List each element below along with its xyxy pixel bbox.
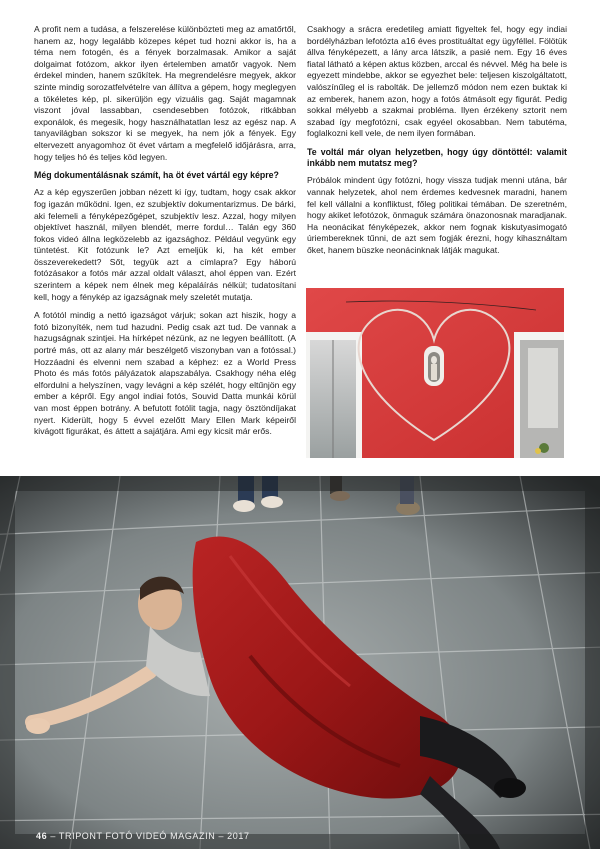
paragraph: Csakhogy a srácra eredetileg amiatt figyeltek fel, hogy egy indiai bordélyházban lefotózta a16 éves prostituáltat egy ügyféllel. Fölötük állva fényképezett, a lány arca látszik, a pasié nem. Egy 16 éves fiatal látható a képen aktus közben, arccal és névvel. Még ha bele is egyezett mindebbe, akkor se egyezhet bele: teljesen kiszolgáltatott, valószínűleg el is rabolták. De jellemző módon nem ezen buktak ki az emberek, hanem azon, hogy a fotós átmásolt egy figurát. Pedig sokkal mélyebb a szakmai probléma. Ilyen érzékeny sztorit nem szabad így megfotózni, csak egyéel okosabban. Nem tabutéma, foglalkozni kell vele, de nem ilyen formában. bbox=[307, 24, 567, 139]
paragraph: Az a kép egyszerűen jobban nézett ki így, tudtam, hogy csak akkor fog igazán működni. Igen, ez szubjektív dokumentarizmus. De bárki, aki felemeli a fényképezőgépet, szubjektív lesz. Azzal, hogy milyen objektívet használ, milyen blendét, merre fordul… Talán egy 360 fokos videó állna legközelebb az igazsághoz. Például vegyünk egy tüntetést. Kit fotózunk le? Azt emeljük ki, ha két ember összeverekedett? Sőt, tegyük azt a címlapra? Egy háború fotózásakor a fotós már azzal oldalt választ, ahol éppen van. Ezért szerintem a képek nem élnek meg képaláírás nélkül; tudatosítani kell, hogy a fénykép az igazságnak mely szeletét mutatja. bbox=[34, 187, 296, 302]
interview-question: Te voltál már olyan helyzetben, hogy úgy döntöttél: valamit inkább nem mutatsz meg? bbox=[307, 146, 567, 169]
floor-woman-illustration bbox=[0, 476, 600, 849]
paragraph: Próbálok mindent úgy fotózni, hogy vissza tudjak menni utána, bár vannak helyzetek, ahol nem érdemes kedvesnek maradni, hanem fel kell vállalni a konfliktust, főleg politikai témában. De szeretném, hogy akiket lefotózok, önmaguk számára önazonosnak maradjanak. Ha neonácikat fényképezek, akkor nem fognak kiskutyasimogató úriembereknek tűnni, de azt sem fogják érezni, hogy kihasználtam őket, hanem büszke neonácinknak látják magukat. bbox=[307, 175, 567, 255]
article-column-left bbox=[34, 24, 296, 445]
red-wall-heart-photo bbox=[306, 288, 564, 458]
page-footer bbox=[36, 831, 250, 841]
interview-question: Még dokumentálásnak számít, ha öt évet vártál egy képre? bbox=[34, 170, 279, 181]
paragraph: A profit nem a tudása, a felszerelése különbözteti meg az amatőrtől, hanem az, hogy legalább közepes képet tud hozni akkor is, ha a téma nem fotogén, és a fények borzalmasak. Amikor a saját dolgaimat fotózom, akkor ilyen értelemben amatőr vagyok. Nem érdekel minden, hanem szűkítek. Ha megrendelésre megyek, akkor szinte mindig sorozatfelvételre van állítva a gépem, hogy meglegyen a tökéletes kép, pl. sikerüljön egy vizuális gag. Saját magamnak viszont jóval lassabban, csendesebben fotózok, ritkábban exponálok, és megesik, hogy használhatatlan lesz az egész nap. A tanyavilágban sokszor ki se megyek, ha nem jók a fények. Egy eltervezett anyagomhoz öt évet vártam a megfelelő időjárásra, arra, hogy teljes hó és teljes köd legyen. bbox=[34, 24, 296, 162]
paragraph: A fotótól mindig a nettó igazságot várjuk; sokan azt hiszik, hogy a fotó bizonyíték, nem tud hazudni. Pedig csak azt tud. De vannak a hazugságnak szintjei. Ha hírképet nézünk, az ne legyen beállított. (A portré más, ott az alany már beszélgető viszonyban van a fotóssal.) Hozzáadni és elvenni nem szabad a képhez: ez a World Press Photo és más fotós pályázatok alapszabálya. Csakhogy néha elég elfordulni a helyszínen, vagy levágni a kép szélét, hogy eltűnjön egy ember a képről. Egy angol indiai fotós, Souvid Datta munkái körül van most éppen botrány. A befutott fotólit tagja, nagy ösztöndíjakat nyert. Kiderült, hogy 5 évvel ezelőtt Mary Ellen Mark képeiről kivágott figurákat, és áttett a sajátjára. Ami egy kicsit már erős. bbox=[34, 310, 296, 437]
footer-separator: – bbox=[50, 831, 56, 841]
article-column-right bbox=[307, 24, 567, 264]
red-wall-heart-illustration bbox=[306, 288, 564, 458]
page-number: 46 bbox=[36, 831, 48, 841]
floor-woman-photo bbox=[0, 476, 600, 849]
footer-separator: – bbox=[218, 831, 225, 841]
publication-year: 2017 bbox=[227, 831, 250, 841]
publication-name: TRIPONT FOTÓ VIDEÓ MAGAZIN bbox=[58, 831, 216, 841]
